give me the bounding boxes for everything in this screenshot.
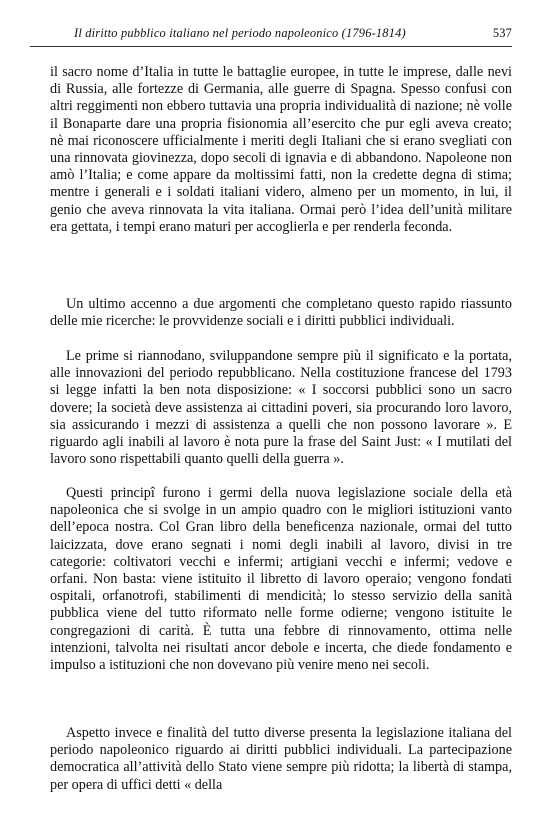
body-paragraph bbox=[50, 485, 512, 674]
paragraph-text: Le prime si riannodano, sviluppandone sempre più il significato e la portata, alle innovazioni del periodo repubblicano. Nella costituzione francese del 1793 si legge infatti la ben nota disposizione: « I soccorsi pubblici sono un sacro dovere; la società deve assistenza ai cittadini poveri, sia procurando loro lavoro, sia assicurando i mezzi di assistenza a quelli che non possono lavorare ». E riguardo agli inabili al lavoro è nota pure la frase del Saint Just: « I mutilati del lavoro sono rispettabili quanto quelli della guerra ». bbox=[50, 348, 512, 468]
header-rule bbox=[30, 46, 512, 47]
paragraph-text: Aspetto invece e finalità del tutto diverse presenta la legislazione italiana del periodo napoleonico riguardo ai diritti pubblici individuali. La partecipazione democratica all’attività dello Stato viene sempre più ridotta; la libertà di stampa, per opera di uffici detti « della bbox=[50, 725, 512, 793]
body-paragraph bbox=[50, 725, 512, 794]
body-paragraph bbox=[50, 348, 512, 468]
running-header bbox=[30, 26, 512, 44]
body-paragraph bbox=[50, 296, 512, 330]
paragraph-text: Un ultimo accenno a due argomenti che completano questo rapido riassunto delle mie ricerche: le provvidenze sociali e i diritti pubblici individuali. bbox=[50, 296, 512, 330]
running-title: Il diritto pubblico italiano nel periodo napoleonico (1796-1814) bbox=[74, 26, 406, 40]
page-number: 537 bbox=[492, 26, 512, 40]
paragraph-text: Questi principî furono i germi della nuova legislazione sociale della età napoleonica che si svolge in un ampio quadro con le migliori istituzioni vanto dell’epoca nostra. Col Gran libro della beneficenza nazionale, ormai del tutto laicizzata, dove erano segnati i nomi degli inabili al lavoro, divisi in tre categorie: coltivatori vecchi e infermi; artigiani vecchi e infermi; vedove e orfani. Non basta: viene istituito il libretto di lavoro operaio; vengono fondati ospitali, orfanotrofi, stabilimenti di mendicità; lo stesso servizio della sanità pubblica viene del tutto riformato nelle forme odierne; vengono istituite le congregazioni di carità. È tutta una febbre di rinnovamento, ottima nelle intenzioni, talvolta nei risultati ancor debole e incerta, che diede fondamento e impulso a istituzioni che non dovevano più venire meno nei secoli. bbox=[50, 485, 512, 674]
paragraph-text: il sacro nome d’Italia in tutte le battaglie europee, in tutte le imprese, dalle nevi di Russia, alle fortezze di Germania, alle guerre di Spagna. Spesso confusi con altri reggimenti non ebbero tuttavia una propria individualità di nazione; nè volle il Bonaparte dare una propria fisionomia all’esercito che pur egli aveva creato; nè mai riconoscere ufficialmente i meriti degli Italiani che si erano svegliati con una rinnovata giovinezza, dopo secoli di ignavia e di abbandono. Napoleone non amò l’Italia; e come appare da moltissimi fatti, non la credette degna di stima; mentre i generali e i soldati italiani videro, almeno per un momento, in lui, il genio che aveva rinnovata la vita italiana. Ormai però l’idea dell’unità militare era gettata, i tempi erano maturi per accoglierla e per renderla feconda. bbox=[50, 64, 512, 235]
body-paragraph-continued bbox=[50, 64, 512, 236]
